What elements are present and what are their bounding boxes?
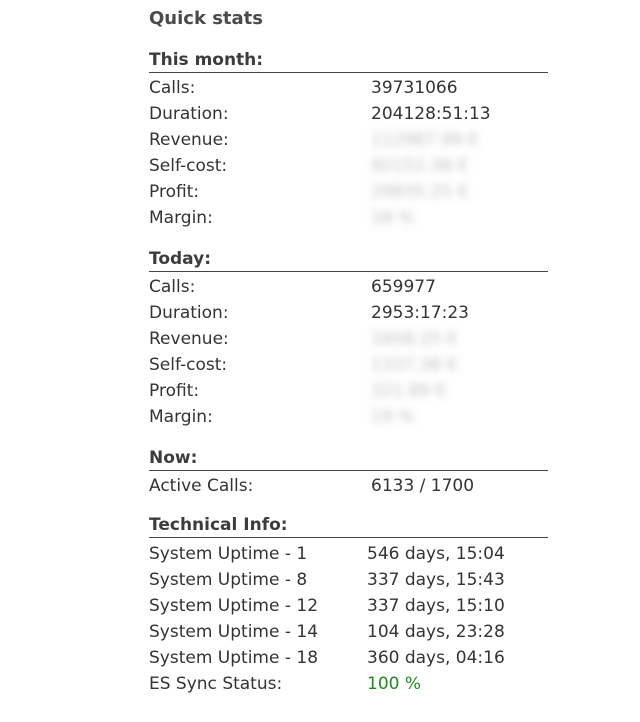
active-calls-row	[149, 473, 548, 499]
active-calls-value: 6133 / 1700	[371, 476, 475, 496]
this-month-duration-label: Duration:	[149, 104, 229, 124]
today-duration-row	[149, 300, 548, 326]
system-uptime-14-row	[149, 619, 548, 645]
today-profit-label: Profit:	[149, 381, 200, 401]
system-uptime-18-row	[149, 645, 548, 671]
this-month-profit-value: 20835.25 €	[371, 182, 469, 202]
this-month-profit-row	[149, 179, 548, 205]
system-uptime-14-label: System Uptime - 14	[149, 622, 319, 642]
system-uptime-8-row	[149, 567, 548, 593]
this-month-margin-row	[149, 205, 548, 231]
today-margin-label: Margin:	[149, 407, 213, 427]
today-margin-value: 19 %	[371, 407, 415, 427]
today-duration-label: Duration:	[149, 303, 229, 323]
this-month-revenue-label: Revenue:	[149, 130, 229, 150]
today-margin-row	[149, 404, 548, 430]
es-sync-status-row	[149, 671, 548, 697]
this-month-self-cost-value: 92152.38 €	[371, 156, 469, 176]
today-heading: Today:	[149, 249, 548, 272]
this-month-self-cost-label: Self-cost:	[149, 156, 228, 176]
system-uptime-1-row	[149, 541, 548, 567]
today-revenue-value: 1658.25 €	[371, 329, 458, 349]
this-month-self-cost-row	[149, 153, 548, 179]
today-profit-value: 321.89 €	[371, 381, 447, 401]
this-month-duration-row	[149, 101, 548, 127]
this-month-calls-row	[149, 75, 548, 101]
this-month-revenue-row	[149, 127, 548, 153]
system-uptime-12-row	[149, 593, 548, 619]
es-sync-status-value: 100 %	[367, 674, 422, 694]
system-uptime-8-label: System Uptime - 8	[149, 570, 308, 590]
system-uptime-8-value: 337 days, 15:43	[367, 570, 505, 590]
today-duration-value: 2953:17:23	[371, 303, 469, 323]
today-calls-value: 659977	[371, 277, 436, 297]
quick-stats-title: Quick stats	[149, 8, 263, 29]
system-uptime-14-value: 104 days, 23:28	[367, 622, 505, 642]
today-calls-row	[149, 274, 548, 300]
today-self-cost-value: 1337.38 €	[371, 355, 458, 375]
system-uptime-12-value: 337 days, 15:10	[367, 596, 505, 616]
today-calls-label: Calls:	[149, 277, 196, 297]
this-month-duration-value: 204128:51:13	[371, 104, 491, 124]
technical-info-heading: Technical Info:	[149, 515, 548, 538]
today-revenue-row	[149, 326, 548, 352]
today-self-cost-label: Self-cost:	[149, 355, 228, 375]
now-heading: Now:	[149, 448, 548, 471]
system-uptime-18-value: 360 days, 04:16	[367, 648, 505, 668]
today-self-cost-row	[149, 352, 548, 378]
system-uptime-12-label: System Uptime - 12	[149, 596, 319, 616]
this-month-profit-label: Profit:	[149, 182, 200, 202]
this-month-margin-value: 18 %	[371, 208, 415, 228]
this-month-revenue-value: 112987.99 €	[371, 130, 480, 150]
es-sync-status-label: ES Sync Status:	[149, 674, 283, 694]
today-profit-row	[149, 378, 548, 404]
this-month-calls-label: Calls:	[149, 78, 196, 98]
system-uptime-1-label: System Uptime - 1	[149, 544, 308, 564]
system-uptime-1-value: 546 days, 15:04	[367, 544, 505, 564]
this-month-heading: This month:	[149, 50, 548, 73]
today-revenue-label: Revenue:	[149, 329, 229, 349]
this-month-calls-value: 39731066	[371, 78, 458, 98]
system-uptime-18-label: System Uptime - 18	[149, 648, 319, 668]
active-calls-label: Active Calls:	[149, 476, 254, 496]
this-month-margin-label: Margin:	[149, 208, 213, 228]
